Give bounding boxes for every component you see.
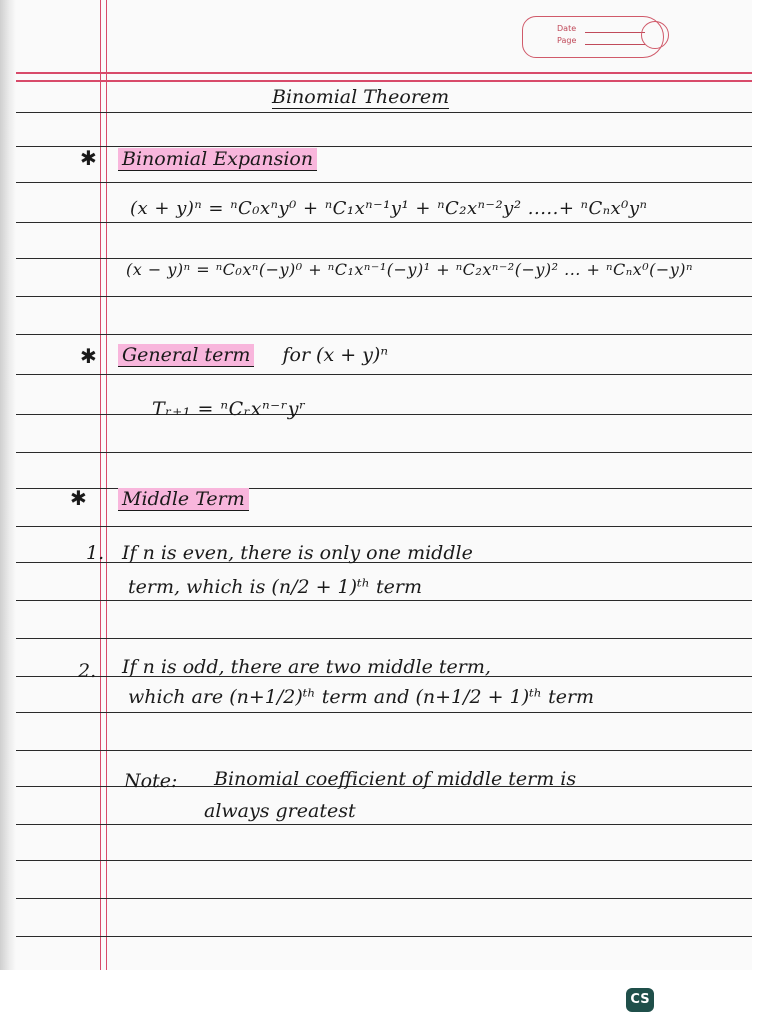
ruled-line xyxy=(16,860,752,861)
camscanner-logo: CS xyxy=(626,988,654,1012)
general-heading-tail: for (x + y)ⁿ xyxy=(282,344,389,366)
note-line1: Binomial coefficient of middle term is xyxy=(214,768,577,790)
top-margin-line xyxy=(16,72,752,74)
ruled-line xyxy=(16,374,752,375)
note-line2: always greatest xyxy=(204,800,356,822)
item2-line1: If n is odd, there are two middle term, xyxy=(122,656,491,678)
date-page-stamp xyxy=(522,16,664,58)
stamp-curl xyxy=(641,21,669,49)
section-heading-expansion xyxy=(118,148,317,171)
item-number-1: 1. xyxy=(86,542,105,564)
ruled-line xyxy=(16,182,752,183)
ruled-line xyxy=(16,638,752,639)
ruled-line xyxy=(16,712,752,713)
ruled-line xyxy=(16,750,752,751)
ruled-line xyxy=(16,334,752,335)
bullet-star-icon: ✱ xyxy=(80,344,97,368)
ruled-line xyxy=(16,112,752,113)
date-label: Date xyxy=(557,24,577,33)
ruled-line xyxy=(16,222,752,223)
top-margin-line-2 xyxy=(16,80,752,82)
page-title: Binomial Theorem xyxy=(272,86,450,108)
ruled-line xyxy=(16,296,752,297)
expansion-heading-text: Binomial Expansion xyxy=(118,148,317,170)
ruled-line xyxy=(16,452,752,453)
ruled-line xyxy=(16,526,752,527)
item1-line1: If n is even, there is only one middle xyxy=(122,542,473,564)
ruled-line xyxy=(16,414,752,415)
bullet-star-icon: ✱ xyxy=(80,146,97,170)
ruled-line xyxy=(16,258,752,259)
ruled-line xyxy=(16,824,752,825)
ruled-line xyxy=(16,898,752,899)
section-heading-middle xyxy=(118,488,249,510)
general-heading-text: General term xyxy=(118,344,254,367)
middle-heading-text: Middle Term xyxy=(118,488,249,511)
page-label: Page xyxy=(557,36,577,45)
page-line xyxy=(585,44,645,45)
item-number-2: 2. xyxy=(78,660,97,682)
expansion-equation-minus: (x − y)ⁿ = ⁿC₀xⁿ(−y)⁰ + ⁿC₁xⁿ⁻¹(−y)¹ + ⁿC₂xⁿ⁻²(−y)² ... + ⁿCₙx⁰(−y)ⁿ xyxy=(126,260,694,279)
general-term-formula: Tᵣ₊₁ = ⁿCᵣxⁿ⁻ʳyʳ xyxy=(152,398,307,420)
expansion-equation-plus: (x + y)ⁿ = ⁿC₀xⁿy⁰ + ⁿC₁xⁿ⁻¹y¹ + ⁿC₂xⁿ⁻²y² .....+ ⁿCₙx⁰yⁿ xyxy=(130,198,648,219)
date-line xyxy=(585,32,645,33)
section-heading-general xyxy=(118,344,388,366)
item1-line2: term, which is (n/2 + 1)ᵗʰ term xyxy=(128,576,422,598)
ruled-line xyxy=(16,146,752,147)
ruled-line xyxy=(16,936,752,937)
bullet-star-icon: ✱ xyxy=(70,486,87,510)
ruled-line xyxy=(16,600,752,601)
note-label: Note: xyxy=(124,770,178,792)
page-binding xyxy=(0,0,16,970)
item2-line2: which are (n+1/2)ᵗʰ term and (n+1/2 + 1)ᵗʰ term xyxy=(128,686,595,708)
